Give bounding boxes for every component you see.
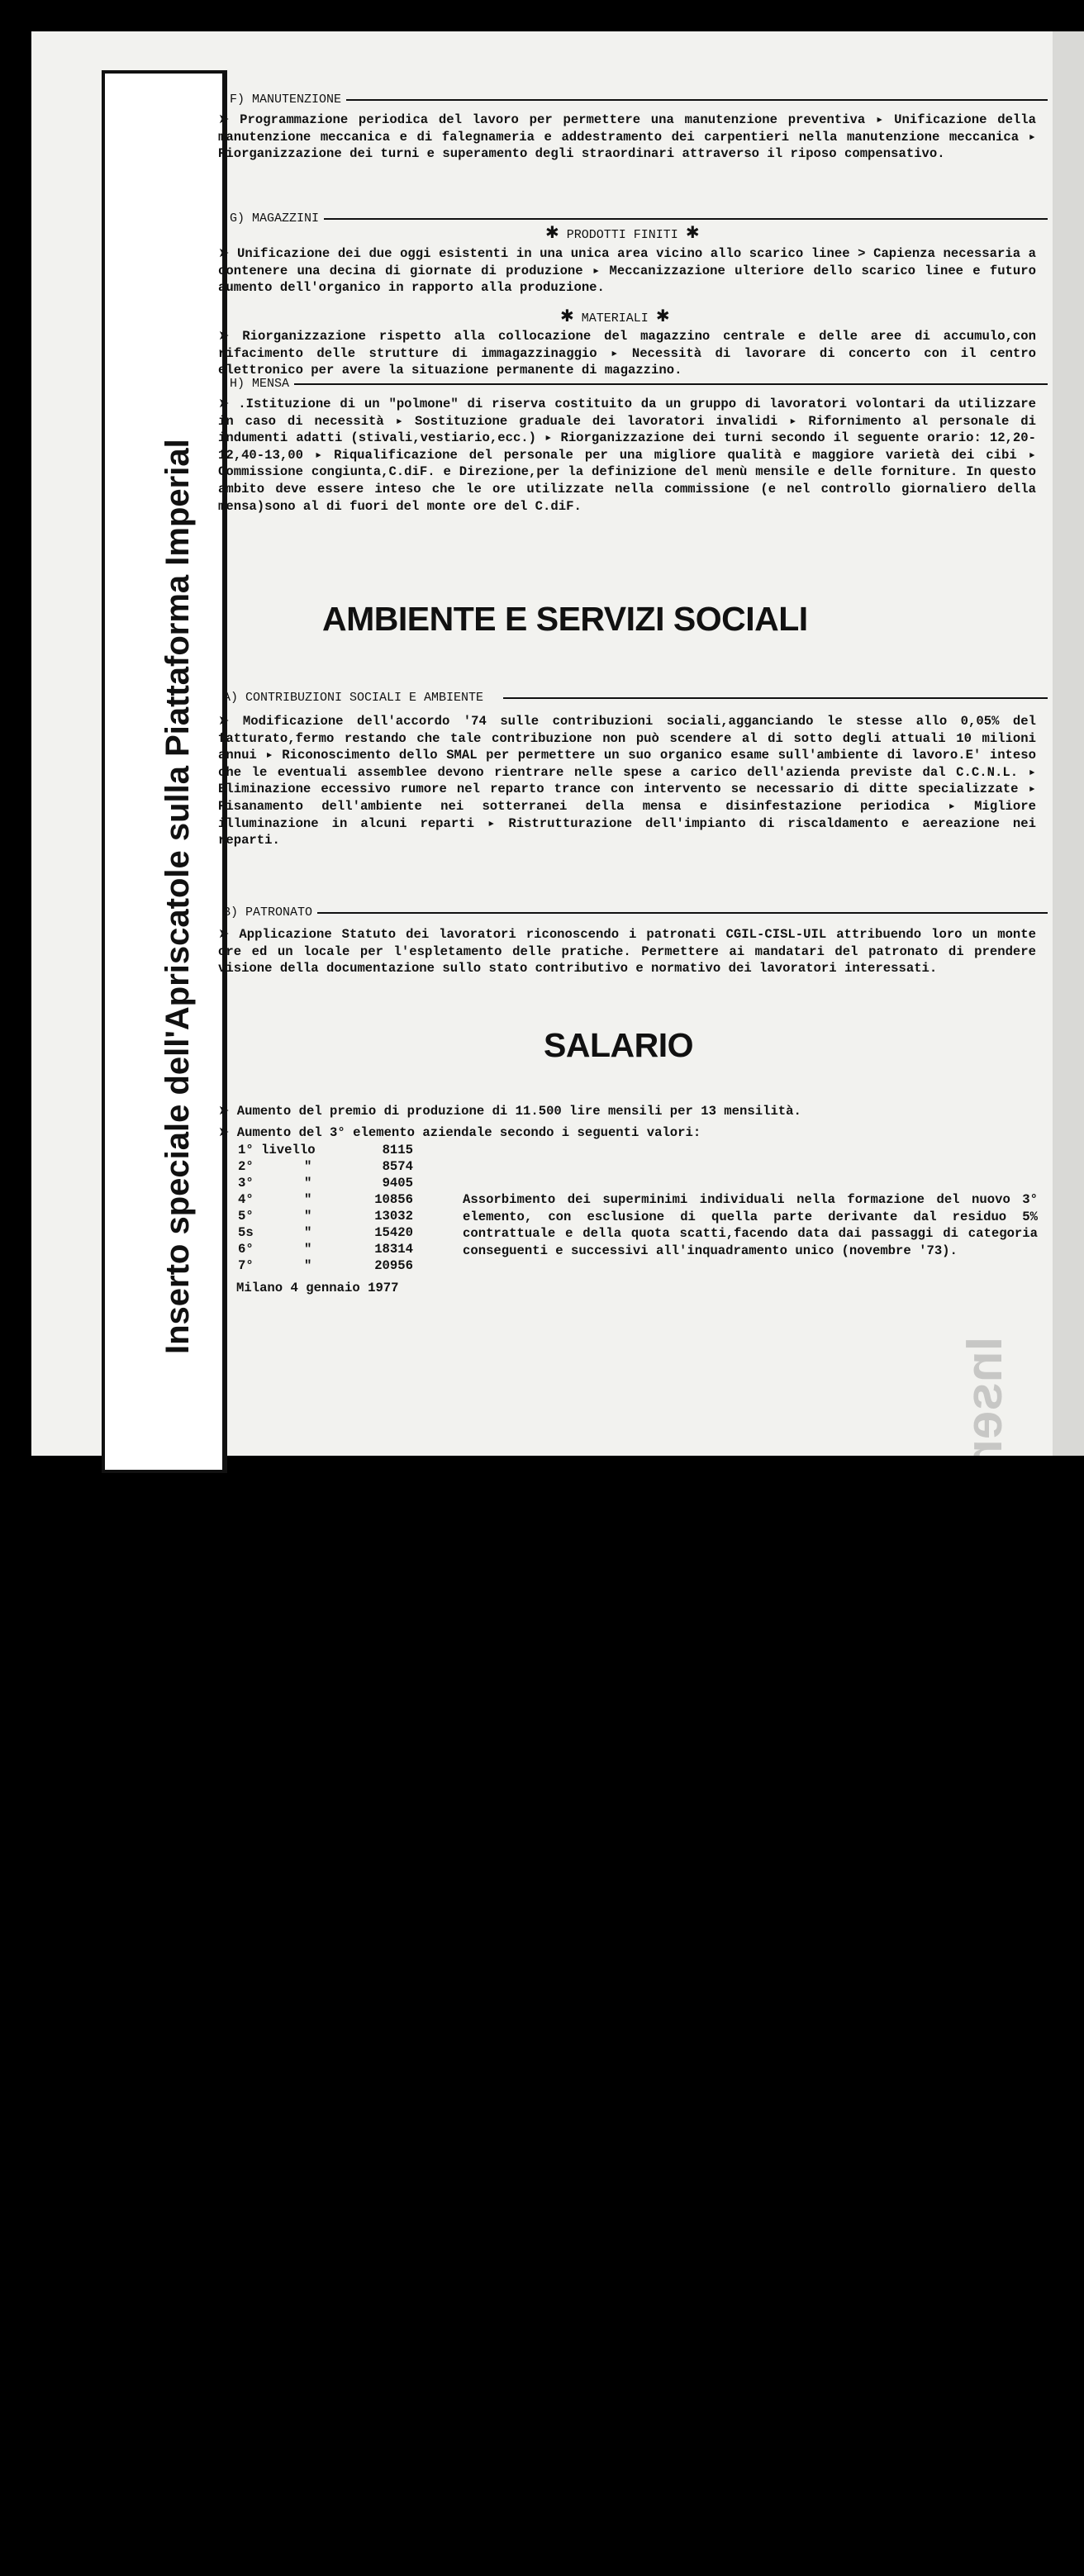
level-label: 1° livello [238, 1143, 316, 1157]
asterisk-icon: ✱ [545, 222, 559, 242]
level-value: 8115 [382, 1143, 413, 1157]
level-value: 20956 [374, 1258, 413, 1273]
section-a-text: Modificazione dell'accordo '74 sulle contribuzioni sociali,agganciando le stesse allo 0,05% del fatturato,fermo restando che tale contribuzione non può scendere al di sotto degli attuali 10 milioni annui ▸ Riconoscimento dello SMAL per permettere un suo organico esame sull'ambiente di lavoro.E' inteso che le eventuali assemblee devono rientrare nelle spese a carico dell'azienda previste dal C.C.N.L. ▸ Eliminazione eccessivo rumore nel reparto trance con intervento se necessario di ditte specializzate ▸ Risanamento dell'ambiente nei sotterranei della mensa e disinfestazione periodica ▸ Migliore illuminazione in alcuni reparti ▸ Ristrutturazione dell'impianto di riscaldamento e aereazione nei reparti. [218, 714, 1037, 848]
section-g-text-1: Unificazione dei due oggi esistenti in una unica area vicino allo scarico linee > Capienza necessaria a contenere una decina di giornate di produzione ▸ Meccanizzazione ulteriore dello scarico linee e futuro aumento dell'organico in rapporto alla produzione. [218, 246, 1036, 296]
level-value: 13032 [374, 1209, 413, 1224]
section-b-title: B) PATRONATO [223, 905, 313, 920]
level-row [238, 1175, 413, 1191]
level-label: 7° [238, 1258, 254, 1273]
arrow-icon: ➤ [218, 111, 230, 126]
section-rule [317, 912, 1048, 914]
level-label: 6° [238, 1242, 254, 1257]
side-title: Inserto speciale dell'Apriscatole sulla Piattaforma Imperial [159, 439, 196, 1354]
arrow-icon: ➤ [218, 1102, 230, 1118]
level-row [238, 1142, 413, 1158]
level-label: 5° [238, 1209, 254, 1224]
level-value: 15420 [374, 1225, 413, 1240]
section-f-text: Programmazione periodica del lavoro per permettere una manutenzione preventiva ▸ Unificazione della manutenzione meccanica e di falegnameria e addestramento dei carpentieri nella manutenzione meccanica ▸ Riorganizzazione dei turni e superamento degli straordinari attraverso il riposo compensativo. [218, 112, 1037, 162]
ditto-mark: " [304, 1258, 312, 1273]
arrow-icon: ➤ [218, 327, 230, 343]
salario-line-1 [218, 1102, 1036, 1120]
section-rule [294, 383, 1048, 385]
arrow-icon: ➤ [218, 1124, 230, 1139]
section-f-heading [230, 93, 1048, 107]
salario-note: Assorbimento dei superminimi individuali nella formazione del nuovo 3° elemento, con esclusione di quella parte derivante dal residuo 5% contrattuale e della quota scatti,facendo data dai passaggi di categoria conseguenti e successivi all'inquadramento unico (novembre '73). [463, 1192, 1038, 1258]
level-value: 18314 [374, 1242, 413, 1257]
section-a-heading [223, 691, 1048, 705]
level-value: 9405 [382, 1176, 413, 1191]
arrow-icon: ➤ [218, 395, 230, 411]
level-values-table [238, 1142, 413, 1274]
ditto-mark: " [304, 1242, 312, 1257]
arrow-icon: ➤ [218, 925, 230, 941]
asterisk-icon: ✱ [655, 306, 670, 326]
section-rule [346, 99, 1048, 101]
ditto-mark: " [304, 1192, 312, 1207]
section-a-paragraph [218, 712, 1036, 849]
section-h-text: .Istituzione di un "polmone" di riserva costituito da un gruppo di lavoratori volontari da utilizzare in caso di necessità ▸ Sostituzione graduale dei lavoratori invalidi ▸ Rifornimento al personale di indumenti adatti (stivali,vestiario,ecc.) ▸ Riorganizzazione dei turni secondo il seguente orario: 12,20-12,40-13,00 ▸ Riqualificazione del personale per una migliore qualità e maggiore varietà dei cibi ▸ Commissione congiunta,C.diF. e Direzione,per la definizione del menù mensile e delle forniture. In questo ambito deve essere inteso che le ore utilizzate nella commissione (e nel controllo giornaliero della mensa)sono al di fuori del monte ore del C.diF. [218, 397, 1037, 514]
arrow-icon: ➤ [218, 712, 230, 728]
section-f-paragraph [218, 111, 1036, 163]
ditto-mark: " [304, 1209, 312, 1224]
level-label: 5s [238, 1225, 254, 1240]
section-h-paragraph [218, 395, 1036, 515]
section-b-text: Applicazione Statuto dei lavoratori riconoscendo i patronati CGIL-CISL-UIL attribuendo loro un monte ore ed un locale per l'espletamento delle pratiche. Permettere ai mandatari del patronato di prendere visione della documentazione sullo stato contributivo e normativo dei lavoratori interessati. [218, 927, 1036, 977]
subheading-prodotti-finiti-label: PRODOTTI FINITI [566, 228, 678, 242]
ditto-mark: " [304, 1225, 312, 1240]
section-rule [503, 697, 1048, 699]
ditto-mark: " [304, 1176, 312, 1191]
ambiente-title: AMBIENTE E SERVIZI SOCIALI [322, 600, 808, 638]
section-f-title: F) MANUTENZIONE [230, 93, 342, 107]
document-page [31, 31, 1053, 2362]
level-label: 4° [238, 1192, 254, 1207]
section-a-title: A) CONTRIBUZIONI SOCIALI E AMBIENTE [223, 691, 484, 705]
section-g-title: G) MAGAZZINI [230, 211, 320, 226]
salario-title: SALARIO [544, 1026, 693, 1064]
section-g-paragraph-2 [218, 327, 1036, 379]
section-h-heading [230, 377, 1048, 391]
level-row [238, 1257, 413, 1274]
asterisk-icon: ✱ [560, 306, 574, 326]
section-b-paragraph [218, 925, 1036, 977]
subheading-prodotti-finiti [545, 222, 700, 242]
bleed-through-title: Inserto speciale sulla Piattaforma Imperial [956, 1337, 1013, 2362]
content-column [215, 31, 1049, 1456]
section-rule [324, 218, 1048, 220]
subheading-materiali-label: MATERIALI [581, 311, 649, 326]
level-row [238, 1158, 413, 1175]
section-g-text-2: Riorganizzazione rispetto alla collocazione del magazzino centrale e delle aree di accumulo,con rifacimento delle strutture di immagazzinaggio ▸ Necessità di lavorare di concerto con il centro elettronico per avere la situazione permanente di magazzino. [218, 329, 1037, 378]
side-title-frame [102, 70, 230, 1473]
asterisk-icon: ✱ [685, 222, 700, 242]
level-row [238, 1241, 413, 1257]
adjacent-page-edge [1053, 31, 1084, 1456]
level-row [238, 1208, 413, 1224]
salario-line-2 [218, 1124, 1036, 1142]
level-value: 10856 [374, 1192, 413, 1207]
level-row [238, 1191, 413, 1208]
level-value: 8574 [382, 1159, 413, 1174]
level-label: 2° [238, 1159, 254, 1174]
ditto-mark: " [304, 1159, 312, 1174]
section-h-title: H) MENSA [230, 377, 290, 391]
section-g-paragraph-1 [218, 245, 1036, 297]
level-label: 3° [238, 1176, 254, 1191]
subheading-materiali [560, 306, 670, 326]
section-b-heading [223, 905, 1048, 920]
salario-line-1-text: Aumento del premio di produzione di 11.500 lire mensili per 13 mensilità. [236, 1104, 801, 1119]
level-row [238, 1224, 413, 1241]
salario-line-2-text: Aumento del 3° elemento aziendale secondo i seguenti valori: [236, 1125, 701, 1140]
arrow-icon: ➤ [218, 245, 230, 260]
signoff-date: Milano 4 gennaio 1977 [236, 1281, 399, 1295]
